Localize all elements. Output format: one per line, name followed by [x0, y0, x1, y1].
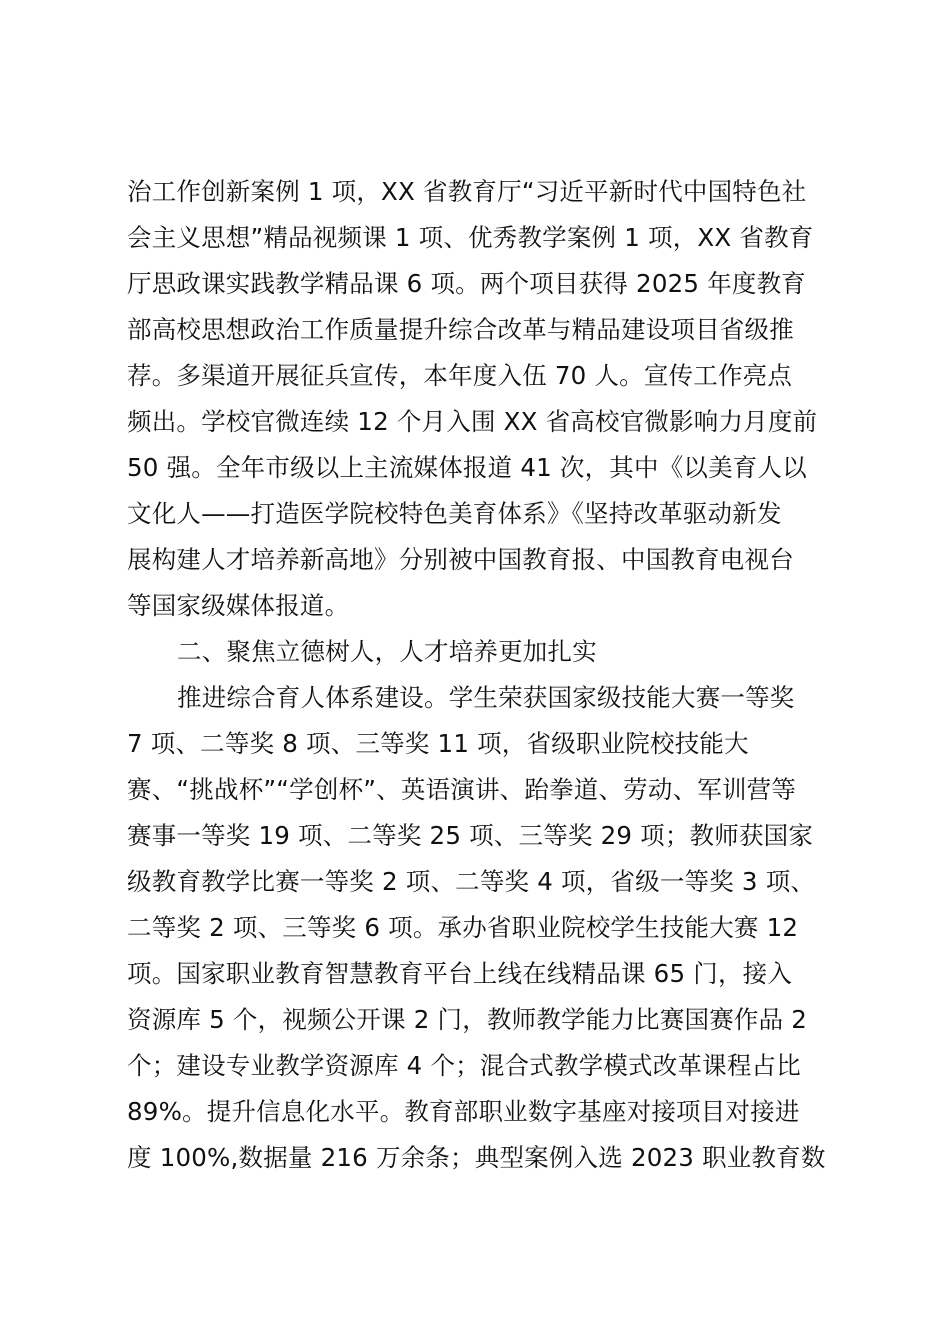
text-line: 厅思政课实践教学精品课 6 项。两个项目获得 2025 年度教育 — [127, 269, 806, 298]
text-line: 资源库 5 个，视频公开课 2 门，教师教学能力比赛国赛作品 2 — [127, 1005, 808, 1034]
text-line: 部高校思想政治工作质量提升综合改革与精品建设项目省级推 — [127, 315, 794, 344]
text-line: 项。国家职业教育智慧教育平台上线在线精品课 65 门，接入 — [127, 959, 793, 988]
text-line: 会主义思想”精品视频课 1 项、优秀教学案例 1 项，XX 省教育 — [127, 223, 814, 252]
text-line: 级教育教学比赛一等奖 2 项、二等奖 4 项，省级一等奖 3 项、 — [127, 867, 816, 896]
text-line: 频出。学校官微连续 12 个月入围 XX 省高校官微影响力月度前 — [127, 407, 818, 436]
text-line: 赛事一等奖 19 项、二等奖 25 项、三等奖 29 项；教师获国家 — [127, 821, 814, 850]
text-line: 治工作创新案例 1 项，XX 省教育厅“习近平新时代中国特色社 — [127, 177, 807, 206]
text-line: 50 强。全年市级以上主流媒体报道 41 次，其中《以美育人以 — [127, 453, 807, 482]
text-line: 等国家级媒体报道。 — [127, 591, 350, 620]
text-line: 二等奖 2 项、三等奖 6 项。承办省职业院校学生技能大赛 12 — [127, 913, 799, 942]
section-heading: 二、聚焦立德树人，人才培养更加扎实 — [177, 637, 597, 666]
text-line: 展构建人才培养新高地》分别被中国教育报、中国教育电视台 — [127, 545, 794, 574]
text-line: 89%。提升信息化水平。教育部职业数字基座对接项目对接进 — [127, 1097, 800, 1126]
text-line: 文化人——打造医学院校特色美育体系》《坚持改革驱动新发 — [127, 499, 782, 528]
text-line: 度 100%,数据量 216 万余条；典型案例入选 2023 职业教育数 — [127, 1143, 826, 1172]
text-line: 推进综合育人体系建设。学生荣获国家级技能大赛一等奖 — [177, 683, 795, 712]
text-line: 7 项、二等奖 8 项、三等奖 11 项，省级职业院校技能大 — [127, 729, 749, 758]
text-line: 个；建设专业教学资源库 4 个；混合式教学模式改革课程占比 — [127, 1051, 801, 1080]
text-line: 赛、“挑战杯”“学创杯”、英语演讲、跆拳道、劳动、军训营等 — [127, 775, 797, 804]
text-line: 荐。多渠道开展征兵宣传，本年度入伍 70 人。宣传工作亮点 — [127, 361, 793, 390]
